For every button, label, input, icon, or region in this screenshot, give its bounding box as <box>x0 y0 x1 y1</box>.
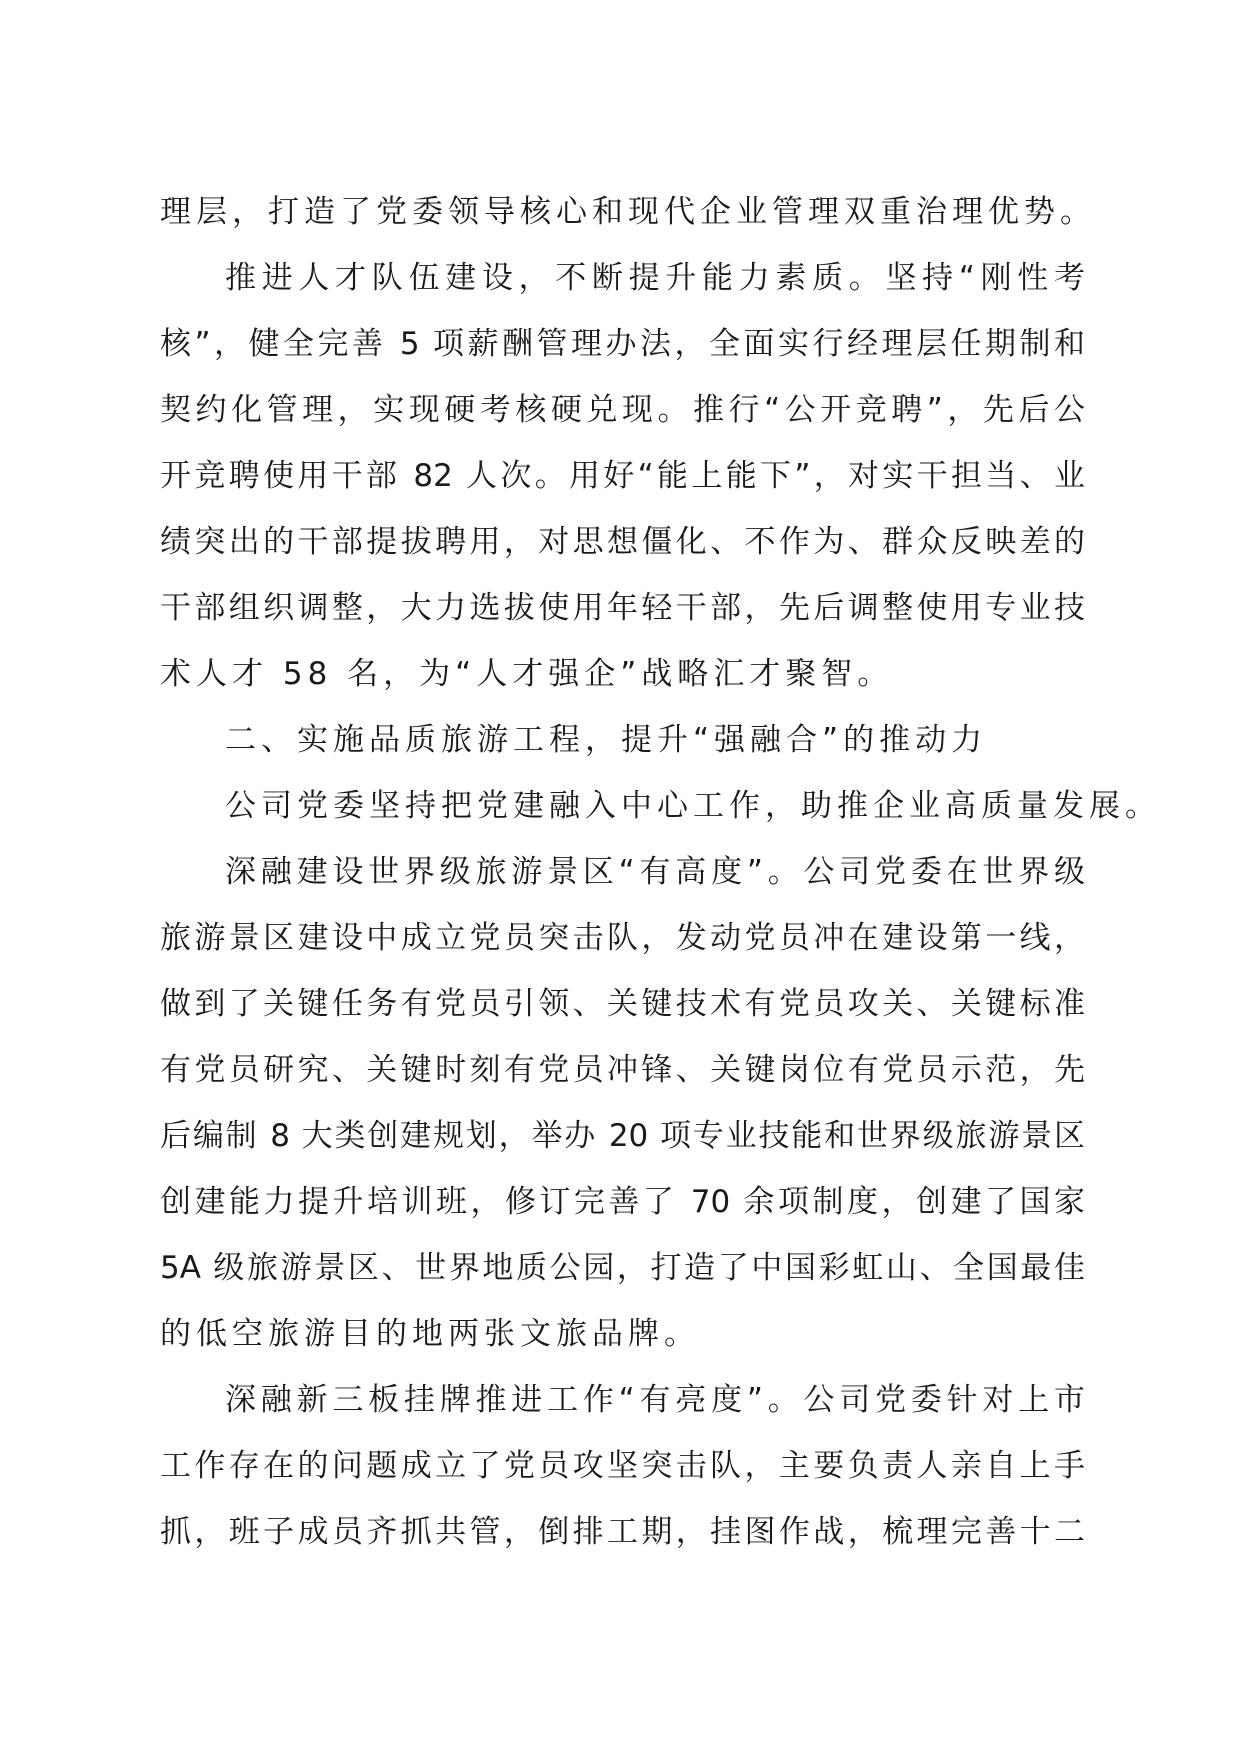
text-line: 核”，健全完善 5 项薪酬管理办法，全面实行经理层任期制和 <box>160 326 1085 362</box>
paragraph-first-line: 深融建设世界级旅游景区“有高度”。公司党委在世界级 <box>225 854 1085 890</box>
text-line: 抓，班子成员齐抓共管，倒排工期，挂图作战，梳理完善十二 <box>160 1514 1085 1550</box>
text-line: 后编制 8 大类创建规划，举办 20 项专业技能和世界级旅游景区 <box>160 1118 1085 1154</box>
text-line: 绩突出的干部提拔聘用，对思想僵化、不作为、群众反映差的 <box>160 524 1085 560</box>
text-line: 开竞聘使用干部 82 人次。用好“能上能下”，对实干担当、业 <box>160 458 1085 494</box>
text-line: 理层，打造了党委领导核心和现代企业管理双重治理优势。 <box>160 194 1096 230</box>
text-line: 有党员研究、关键时刻有党员冲锋、关键岗位有党员示范，先 <box>160 1052 1085 1088</box>
text-line: 的低空旅游目的地两张文旅品牌。 <box>160 1316 700 1352</box>
text-line: 契约化管理，实现硬考核硬兑现。推行“公开竞聘”，先后公 <box>160 392 1085 428</box>
section-heading: 二、实施品质旅游工程，提升“强融合”的推动力 <box>225 722 988 758</box>
text-line: 干部组织调整，大力选拔使用年轻干部，先后调整使用专业技 <box>160 590 1085 626</box>
text-line: 做到了关键任务有党员引领、关键技术有党员攻关、关键标准 <box>160 986 1085 1022</box>
text-line: 旅游景区建设中成立党员突击队，发动党员冲在建设第一线， <box>160 920 1085 956</box>
text-line: 创建能力提升培训班，修订完善了 70 余项制度，创建了国家 <box>160 1184 1085 1220</box>
text-line: 工作存在的问题成立了党员攻坚突击队，主要负责人亲自上手 <box>160 1448 1085 1484</box>
text-line: 术人才 58 名，为“人才强企”战略汇才聚智。 <box>160 656 894 692</box>
paragraph-first-line: 推进人才队伍建设，不断提升能力素质。坚持“刚性考 <box>225 260 1085 296</box>
paragraph-first-line: 公司党委坚持把党建融入中心工作，助推企业高质量发展。 <box>225 788 1161 824</box>
text-line: 5A 级旅游景区、世界地质公园，打造了中国彩虹山、全国最佳 <box>160 1250 1085 1286</box>
paragraph-first-line: 深融新三板挂牌推进工作“有亮度”。公司党委针对上市 <box>225 1382 1085 1418</box>
